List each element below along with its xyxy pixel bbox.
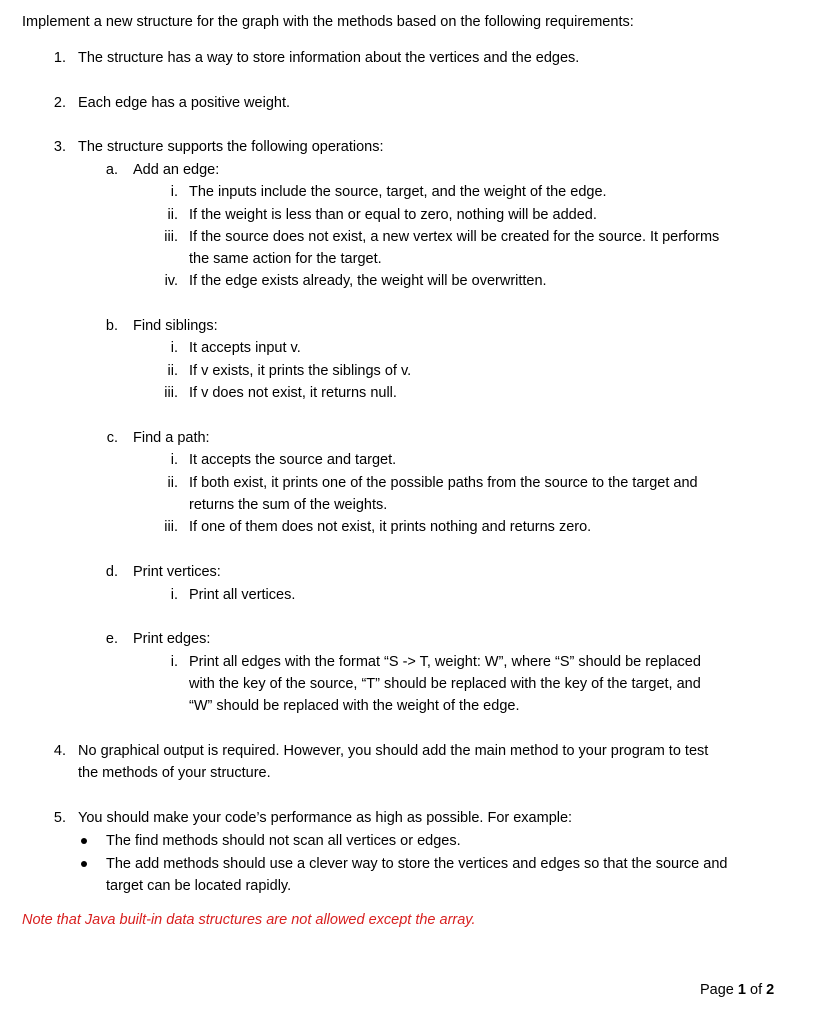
req5-bullet2-text-line2: target can be located rapidly. bbox=[106, 878, 292, 894]
page-prefix: Page bbox=[700, 982, 738, 998]
page-number bbox=[700, 980, 774, 1000]
req3a-title: Add an edge: bbox=[133, 162, 220, 178]
req3e-i-text-line2: with the key of the source, “T” should be replaced with the key of the target, and bbox=[189, 676, 701, 692]
req3b-i-number: i. bbox=[170, 340, 178, 356]
req3c-ii-text-line1: If both exist, it prints one of the possible paths from the source to the target and bbox=[189, 475, 698, 491]
req3a-i-text: The inputs include the source, target, and the weight of the edge. bbox=[189, 184, 607, 200]
req3b-ii-number: ii. bbox=[167, 363, 178, 379]
req3c-i-number: i. bbox=[170, 452, 178, 468]
req3a-iv-number: iv. bbox=[164, 273, 178, 289]
req3d-i-number: i. bbox=[170, 587, 178, 603]
page-total: 2 bbox=[766, 982, 775, 998]
req3-number: 3. bbox=[53, 139, 66, 155]
req3c-ii-text-line2: returns the sum of the weights. bbox=[189, 497, 388, 513]
req5-bullet1-text: The find methods should not scan all vertices or edges. bbox=[106, 833, 461, 849]
req3e-i-number: i. bbox=[170, 654, 178, 670]
req3a-letter: a. bbox=[105, 162, 118, 178]
req3a-iii-text-line1: If the source does not exist, a new vertex will be created for the source. It performs bbox=[189, 229, 720, 245]
req5-text: You should make your code’s performance as high as possible. For example: bbox=[78, 810, 573, 826]
req3b-title: Find siblings: bbox=[133, 318, 218, 334]
req3b-letter: b. bbox=[105, 318, 118, 334]
req5-bullet2-text-line1: The add methods should use a clever way to store the vertices and edges so that the source and bbox=[106, 856, 728, 872]
req3a-iii-number: iii. bbox=[164, 229, 178, 245]
req3b-i-text: It accepts input v. bbox=[189, 340, 301, 356]
req3e-title: Print edges: bbox=[133, 631, 211, 647]
req3a-i-number: i. bbox=[170, 184, 178, 200]
req3d-i-text: Print all vertices. bbox=[189, 587, 296, 603]
page-middle: of bbox=[745, 982, 767, 998]
req3a-iii-text-line2: the same action for the target. bbox=[189, 251, 382, 267]
req3b-ii-text: If v exists, it prints the siblings of v. bbox=[189, 363, 412, 379]
intro-text: Implement a new structure for the graph with the methods based on the following requirements: bbox=[22, 14, 634, 30]
bullet-dot bbox=[81, 838, 87, 844]
bullet-dot bbox=[81, 861, 87, 867]
req4-number: 4. bbox=[53, 743, 66, 759]
req3d-title: Print vertices: bbox=[133, 564, 221, 580]
req3e-i-text-line3: “W” should be replaced with the weight of the edge. bbox=[189, 698, 520, 714]
req3c-title: Find a path: bbox=[133, 430, 210, 446]
req3a-ii-number: ii. bbox=[167, 207, 178, 223]
req3e-letter: e. bbox=[105, 631, 118, 647]
req2-text: Each edge has a positive weight. bbox=[78, 95, 290, 111]
req5-number: 5. bbox=[53, 810, 66, 826]
req3b-iii-number: iii. bbox=[164, 385, 178, 401]
req3e-i-text-line1: Print all edges with the format “S -> T, weight: W”, where “S” should be replaced bbox=[189, 654, 701, 670]
java-restriction-note: Note that Java built-in data structures are not allowed except the array. bbox=[22, 912, 476, 928]
req3c-iii-text: If one of them does not exist, it prints nothing and returns zero. bbox=[189, 519, 592, 535]
req2-number: 2. bbox=[53, 95, 66, 111]
req3c-ii-number: ii. bbox=[167, 475, 178, 491]
req3c-iii-number: iii. bbox=[164, 519, 178, 535]
page-current: 1 bbox=[737, 982, 746, 998]
req4-text-line1: No graphical output is required. However, you should add the main method to your program to test bbox=[78, 743, 709, 759]
req3d-letter: d. bbox=[105, 564, 118, 580]
req3a-iv-text: If the edge exists already, the weight will be overwritten. bbox=[189, 273, 547, 289]
req4-text-line2: the methods of your structure. bbox=[78, 765, 271, 781]
req3b-iii-text: If v does not exist, it returns null. bbox=[189, 385, 397, 401]
req1-number: 1. bbox=[53, 50, 66, 66]
req1-text: The structure has a way to store information about the vertices and the edges. bbox=[78, 50, 580, 66]
req3a-ii-text: If the weight is less than or equal to zero, nothing will be added. bbox=[189, 207, 597, 223]
req3-text: The structure supports the following operations: bbox=[78, 139, 384, 155]
req3c-i-text: It accepts the source and target. bbox=[189, 452, 397, 468]
req3c-letter: c. bbox=[106, 430, 118, 446]
